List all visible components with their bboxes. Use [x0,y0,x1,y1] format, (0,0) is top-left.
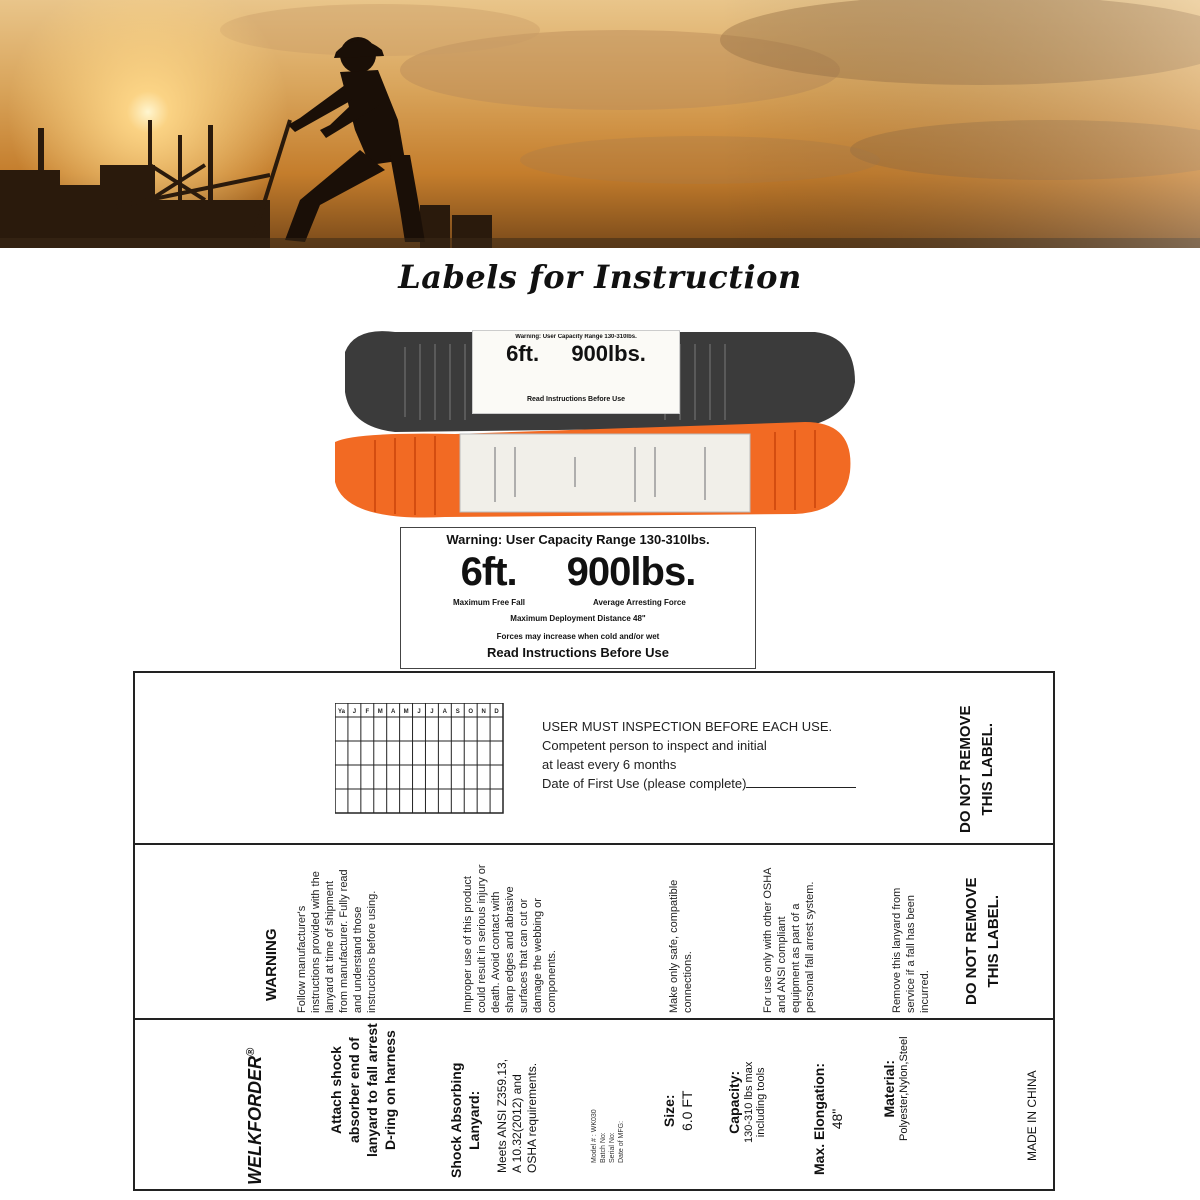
arresting-force-value: 900lbs. [566,550,696,594]
inspection-grid [335,703,505,820]
warning-label-title: Warning: User Capacity Range 130-310lbs. [446,532,710,547]
month-header: A [390,709,396,715]
month-header: A [442,709,448,715]
pouch-label-read: Read Instructions Before Use [526,396,626,403]
warning-label [400,527,756,669]
deployment-distance: Maximum Deployment Distance 48" [510,614,646,623]
capacity-spec: Capacity: 130-310 lbs max including tools [726,1061,767,1143]
compliance-text: Meets ANSI Z359.13, A 10.32(2012) and OSHA requirements. [495,1058,539,1173]
month-header: F [365,709,370,715]
warning-paragraph-1: Follow manufacturer's instructions provided with the lanyard at time of shipment from manufacturer. Fully read and understand those instructions before using. [296,869,378,1013]
elongation-spec: Max. Elongation: 48" [811,1063,845,1175]
inspection-line-1: USER MUST INSPECTION BEFORE EACH USE. [542,719,833,734]
month-header: M [377,709,383,715]
warning-paragraph-3: Make only safe, compatible connections. [668,879,694,1013]
month-header: S [455,709,460,715]
month-header: J [430,709,434,715]
worker-silhouette-illustration [0,0,1200,248]
lanyard-product-photo [335,322,865,522]
do-not-remove-top: DO NOT REMOVE THIS LABEL. [957,705,996,833]
month-header: Ya [337,709,345,715]
month-header: J [352,709,357,715]
month-header: J [417,709,421,715]
pouch-label-fall: 6ft. [506,341,540,366]
inspection-line-2: Competent person to inspect and initial [542,738,767,753]
pouch-label-title: Warning: User Capacity Range 130-310lbs. [515,334,637,340]
read-instructions: Read Instructions Before Use [486,645,670,660]
divider [135,1018,1053,1020]
section-title: Labels for Instruction [398,258,802,296]
pouch-label-force: 900lbs. [571,341,646,366]
material-spec: Material: Polyester,Nylon,Steel [881,1036,910,1141]
divider [135,843,1053,845]
do-not-remove-middle: DO NOT REMOVE THIS LABEL. [963,877,1002,1005]
size-spec: Size: 6.0 FT [661,1090,695,1131]
brand-logo: WELKFORDER® [245,1047,265,1185]
warning-paragraph-5: Remove this lanyard from service if a fall has been incurred. [891,887,931,1013]
month-header: O [468,709,474,715]
free-fall-caption: Maximum Free Fall [453,598,526,607]
forces-note: Forces may increase when cold and/or wet [496,632,660,641]
instruction-label [133,671,1055,1191]
month-header: N [481,709,486,715]
arresting-force-caption: Average Arresting Force [593,598,686,607]
inspection-line-4: Date of First Use (please complete) [542,776,747,791]
model-info: Model # : WK030 Batch No: Serial No: Date of MFG: [591,1109,625,1163]
month-header: D [494,709,499,715]
free-fall-value: 6ft. [460,550,517,594]
inspection-instructions [542,717,856,793]
month-header: M [403,709,409,715]
hero-banner [0,0,1200,248]
attach-instruction: Attach shock absorber end of lanyard to fall arrest D-ring on harness [328,1023,398,1157]
inspection-line-3: at least every 6 months [542,757,677,772]
warning-paragraph-2: Improper use of this product could result in serious injury or death. Avoid contact with sharp edges and abrasive surfaces that can cut or damage the webbing or components. [462,864,558,1013]
warning-heading: WARNING [263,928,280,1001]
pouch-label [472,330,680,414]
warning-paragraph-4: For use only with other OSHA and ANSI compliant equipment as part of a personal fall arrest system. [762,868,816,1013]
made-in: MADE IN CHINA [1025,1070,1039,1161]
lanyard-type: Shock Absorbing Lanyard: [448,1062,482,1178]
